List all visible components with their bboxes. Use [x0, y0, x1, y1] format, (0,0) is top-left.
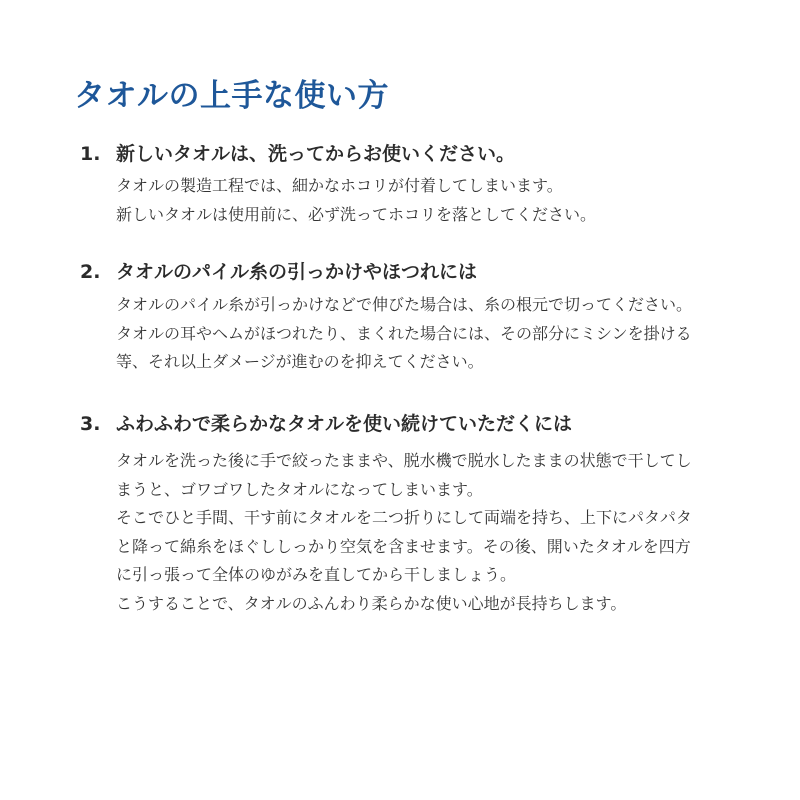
page-title: タオルの上手な使い方: [74, 78, 389, 114]
section-heading: [80, 141, 515, 167]
body-line: まうと、ゴワゴワしたタオルになってしまいます。: [116, 479, 483, 499]
section-heading: [80, 259, 477, 285]
body-line: タオルの耳やヘムがほつれたり、まくれた場合には、その部分にミシンを掛ける: [116, 323, 692, 343]
section-heading-text: タオルのパイル糸の引っかけやほつれには: [116, 261, 478, 283]
section-body: [116, 172, 596, 229]
body-line: タオルの製造工程では、細かなホコリが付着してしまいます。: [116, 176, 563, 195]
body-line: に引っ張って全体のゆがみを直してから干しましょう。: [116, 565, 517, 584]
section-body: [116, 447, 692, 618]
section-number: 2.: [80, 261, 101, 283]
body-line: と降って綿糸をほぐししっかり空気を含ませます。その後、開いたタオルを四方: [116, 536, 691, 556]
body-line: タオルを洗った後に手で絞ったままや、脱水機で脱水したままの状態で干してし: [116, 451, 692, 470]
body-line: こうすることで、タオルのふんわり柔らかな使い心地が長持ちします。: [116, 593, 627, 613]
body-line: 等、それ以上ダメージが進むのを抑えてください。: [116, 352, 484, 371]
section-body: [116, 291, 692, 377]
body-line: 新しいタオルは使用前に、必ず洗ってホコリを落としてください。: [116, 204, 597, 224]
body-line: そこでひと手間、干す前にタオルを二つ折りにして両端を持ち、上下にパタパタ: [116, 508, 692, 527]
section-number: 1.: [80, 143, 101, 165]
section-number: 3.: [80, 413, 101, 435]
body-line: タオルのパイル糸が引っかけなどで伸びた場合は、糸の根元で切ってください。: [116, 295, 693, 314]
section-heading: [80, 411, 572, 437]
section-heading-text: 新しいタオルは、洗ってからお使いください。: [116, 143, 516, 165]
section-heading-text: ふわふわで柔らかなタオルを使い続けていただくには: [116, 413, 573, 435]
